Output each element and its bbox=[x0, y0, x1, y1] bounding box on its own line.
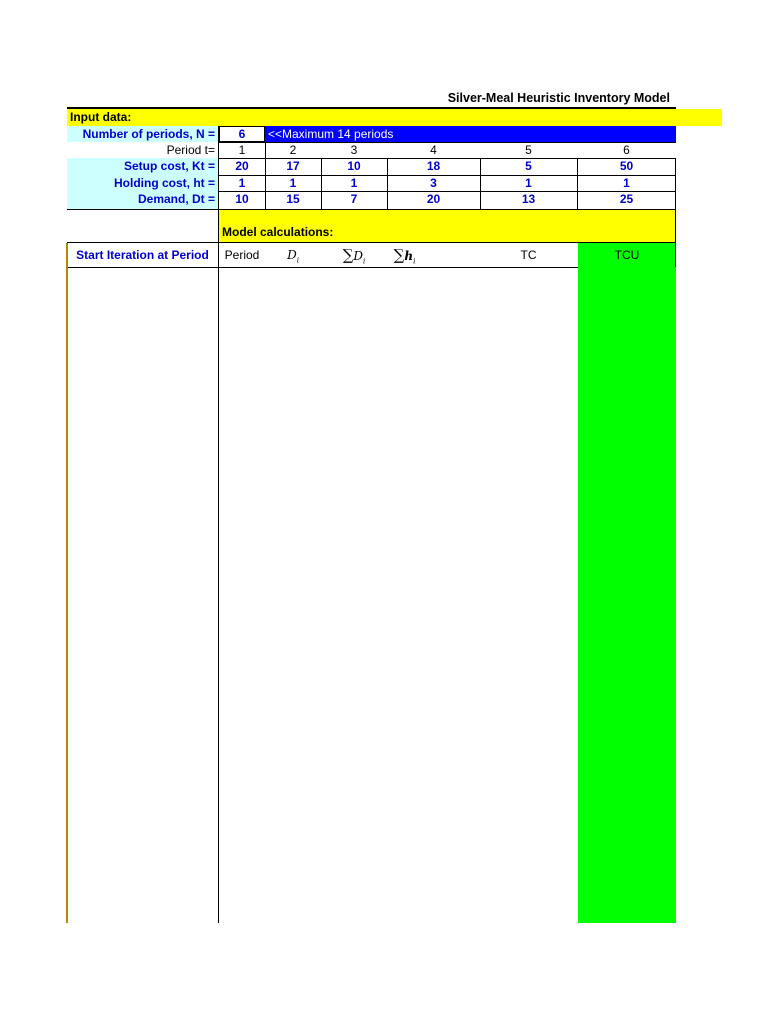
num-periods-value[interactable]: 6 bbox=[219, 126, 265, 142]
tcu-col-header: TCU bbox=[614, 248, 640, 262]
grid-line bbox=[387, 158, 388, 209]
input-data-band bbox=[67, 109, 722, 126]
grid-line bbox=[219, 191, 676, 192]
holding-cost-cell[interactable]: 1 bbox=[289, 176, 297, 190]
sheet-title: Silver-Meal Heuristic Inventory Model bbox=[447, 91, 670, 105]
period-cell: 1 bbox=[238, 143, 246, 157]
period-cell: 2 bbox=[289, 143, 297, 157]
grid-line bbox=[321, 158, 322, 209]
holding-cost-cell[interactable]: 1 bbox=[238, 176, 246, 190]
input-data-header: Input data: bbox=[70, 110, 132, 124]
setup-cost-cell[interactable]: 18 bbox=[426, 159, 441, 173]
holding-cost-cell[interactable]: 1 bbox=[623, 176, 630, 190]
grid-line bbox=[219, 158, 676, 159]
grid-line bbox=[218, 243, 219, 923]
tc-col-header: TC bbox=[520, 248, 537, 262]
demand-cell[interactable]: 20 bbox=[426, 192, 441, 206]
sum-h-symbol: h bbox=[404, 249, 414, 263]
setup-cost-cell[interactable]: 20 bbox=[235, 159, 249, 173]
sigma-icon: ∑ bbox=[342, 246, 354, 264]
period-row-label: Period t= bbox=[166, 143, 215, 157]
model-calc-header: Model calculations: bbox=[222, 225, 334, 239]
sum-h-col-header bbox=[387, 243, 422, 267]
tcu-column bbox=[578, 243, 676, 923]
period-cell: 6 bbox=[623, 143, 630, 157]
sum-d-sub: i bbox=[363, 257, 366, 266]
num-periods-label: Number of periods, N = bbox=[67, 126, 218, 142]
setup-cost-cell[interactable]: 10 bbox=[347, 159, 361, 173]
sigma-icon: ∑ bbox=[393, 246, 405, 264]
setup-cost-label: Setup cost, Kt = bbox=[67, 158, 218, 175]
demand-cell[interactable]: 10 bbox=[235, 192, 249, 206]
period-col-header: Period bbox=[224, 248, 260, 262]
start-iteration-header: Start Iteration at Period bbox=[76, 248, 209, 262]
setup-cost-cell[interactable]: 17 bbox=[286, 159, 300, 173]
grid-line bbox=[675, 209, 676, 267]
grid-line bbox=[219, 175, 676, 176]
d-col-header bbox=[265, 243, 321, 267]
grid-line bbox=[577, 158, 578, 209]
period-cell: 3 bbox=[350, 143, 358, 157]
grid-line bbox=[219, 142, 676, 143]
grid-line bbox=[675, 158, 676, 209]
demand-cell[interactable]: 15 bbox=[286, 192, 300, 206]
sum-d-col-header bbox=[321, 243, 387, 267]
sum-h-sub: i bbox=[413, 257, 416, 266]
demand-cell[interactable]: 13 bbox=[521, 192, 536, 206]
d-sub: i bbox=[296, 256, 299, 265]
left-gold-border bbox=[66, 243, 68, 923]
period-cell: 4 bbox=[430, 143, 437, 157]
d-symbol: D bbox=[287, 248, 297, 262]
sum-d-symbol: D bbox=[353, 249, 364, 263]
grid-line bbox=[480, 158, 481, 209]
holding-cost-cell[interactable]: 1 bbox=[350, 176, 358, 190]
demand-label: Demand, Dt = bbox=[67, 191, 218, 209]
setup-cost-cell[interactable]: 5 bbox=[525, 159, 532, 173]
holding-cost-label: Holding cost, ht = bbox=[67, 175, 218, 191]
demand-cell[interactable]: 7 bbox=[350, 192, 358, 206]
grid-line bbox=[265, 142, 266, 209]
max-periods-note: <<Maximum 14 periods bbox=[268, 127, 394, 141]
holding-cost-cell[interactable]: 3 bbox=[430, 176, 437, 190]
demand-cell[interactable]: 25 bbox=[619, 192, 634, 206]
setup-cost-cell[interactable]: 50 bbox=[619, 159, 634, 173]
holding-cost-cell[interactable]: 1 bbox=[525, 176, 532, 190]
period-cell: 5 bbox=[525, 143, 532, 157]
